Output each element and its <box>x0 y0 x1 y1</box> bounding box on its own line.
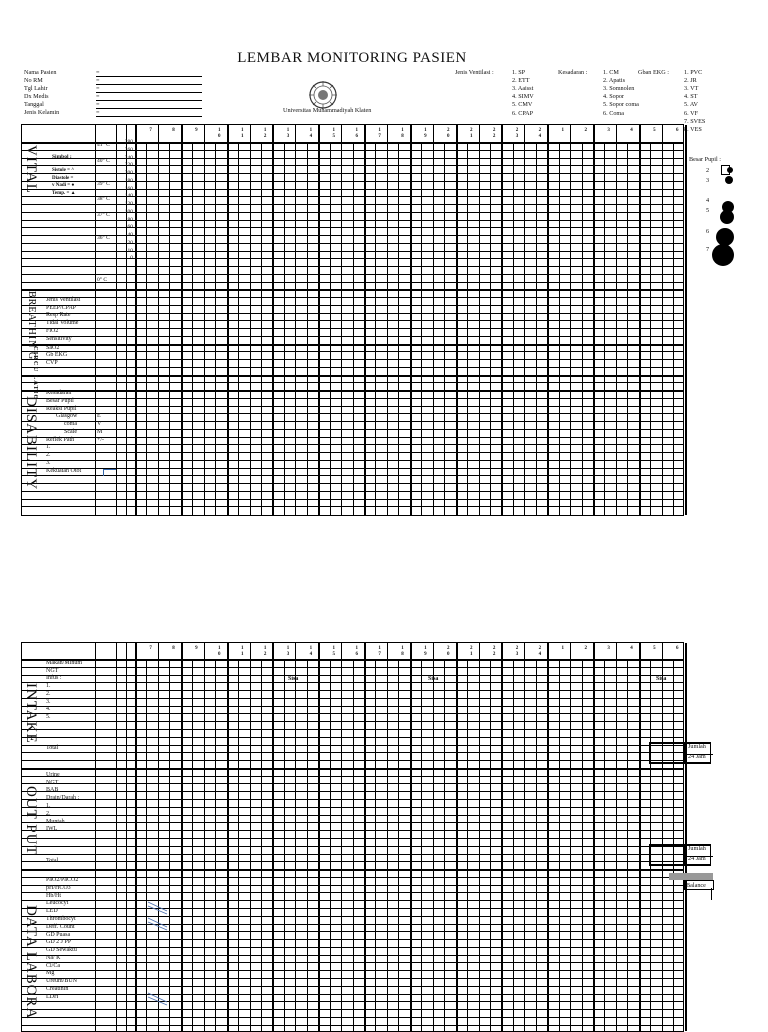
patient-field-label: No RM <box>24 77 43 84</box>
grid-row-line <box>22 783 683 784</box>
grid-row-line <box>22 351 683 352</box>
grid-row-line <box>22 460 683 461</box>
kesadaran-item: 5. Sopor coma <box>603 101 639 109</box>
hour-header: 2 4 <box>538 646 542 657</box>
gban_ekg-item: 7. SVES <box>684 117 706 125</box>
grid-row-line <box>22 947 683 948</box>
disability-row-label: Reflek Path <box>46 436 75 443</box>
circulation-row-label: Gb EKG <box>46 352 68 359</box>
grid-row-line <box>22 768 683 770</box>
grid-row-line <box>22 491 683 492</box>
lab-row-label: pH/HCO3 <box>46 884 71 891</box>
hour-header: 1 <box>561 646 565 651</box>
hour-header: 3 <box>607 646 610 651</box>
hour-header: 2 0 <box>447 646 450 657</box>
grid-row-line <box>22 1017 683 1018</box>
patient-field-label: Dx Medis <box>24 93 49 100</box>
grid-row-line <box>22 986 683 987</box>
gban_ekg-item: 5. AV <box>684 101 698 109</box>
vital-scale-value: 10 <box>127 247 133 254</box>
grid-row-line <box>22 1025 683 1026</box>
grid-row-line <box>22 328 683 329</box>
grid-row-line <box>22 429 683 430</box>
jenis_ventilasi-item: 5. CMV <box>512 101 533 109</box>
grid-row-line <box>22 1001 683 1002</box>
pupil-size-number: 6 <box>706 228 710 235</box>
hour-header: 1 0 <box>218 128 221 139</box>
grid-row-line <box>22 931 683 932</box>
grid-row-line <box>22 266 683 267</box>
grid-row-line <box>22 406 683 407</box>
output-row-label: IWL <box>46 826 58 833</box>
disability-row-label: Besar Pupil <box>46 397 74 404</box>
hour-header: 1 4 <box>309 128 313 139</box>
hour-column-line <box>685 125 687 515</box>
hour-header: 4 <box>630 128 633 133</box>
temperature-label: 39° C <box>97 180 110 187</box>
grid-row-line <box>22 320 683 321</box>
breathing-row-label: PEEP/CPAP <box>46 304 77 311</box>
output-row-label: Drain/Darah : <box>46 795 80 802</box>
hour-header: 7 <box>149 128 152 133</box>
grid-row-line <box>22 506 683 507</box>
patient-field-sep: = <box>96 85 100 92</box>
sisa-label: Sisa <box>428 675 439 682</box>
breathing-row-label: Tidal Volume <box>46 320 79 326</box>
lab-row-label: Thrombocyt <box>46 915 76 922</box>
hour-header: 2 <box>584 646 587 651</box>
jenis_ventilasi-item: 1. SP <box>512 69 526 76</box>
grid-row-line <box>22 970 683 971</box>
grid-row-line <box>22 713 683 714</box>
disability-row-label: Glasgow <box>56 413 78 420</box>
monitoring-grid-bottom <box>21 642 684 1032</box>
temperature-label: 41° C <box>97 142 110 148</box>
lab-row-label: Deff. Count <box>46 923 75 930</box>
circulation-row-label: CVP <box>46 360 58 366</box>
grid-row-line <box>22 962 683 963</box>
intake-row-label: NGT <box>46 667 59 674</box>
vital-scale-value: 180 <box>124 177 133 184</box>
vital-scale-value: 220 <box>124 162 133 169</box>
breathing-row-label: FiO2 <box>46 327 59 334</box>
grid-row-line <box>22 885 683 886</box>
grid-row-line <box>22 916 683 917</box>
section-breathing: BREATHIN G <box>26 291 37 361</box>
grid-row-line <box>22 791 683 792</box>
lab-row-label: GD Sewaktu <box>46 947 77 954</box>
disability-code: +/- <box>97 436 105 443</box>
grid-row-line <box>22 282 683 283</box>
vital-scale-value: 280 <box>124 139 133 145</box>
grid-row-line <box>22 313 683 314</box>
kekuatan-otot-cross <box>103 469 116 476</box>
grid-row-line <box>22 483 683 484</box>
grid-row-line <box>22 667 683 668</box>
simbol-line: Sistole = ^ <box>52 168 75 173</box>
lab-row-label: Creatinin <box>46 985 69 992</box>
patient-field-sep: = <box>96 109 100 116</box>
hour-header: 1 3 <box>286 128 290 139</box>
hour-header: 2 <box>584 128 587 133</box>
patient-field-sep: = <box>96 77 100 84</box>
grid-row-line <box>22 390 683 392</box>
simbol-line: Temp. = ▲ <box>52 190 76 196</box>
gban_ekg-item: 3. VT <box>684 85 699 93</box>
intake-row-label: 5. <box>46 714 51 721</box>
disability-row-label: 1. <box>46 444 51 451</box>
pupil-size-number: 7 <box>706 246 710 253</box>
simbol-title: Simbol : <box>52 154 72 160</box>
jenis_ventilasi-label: Jenis Ventilasi : <box>455 69 494 76</box>
grid-row-line <box>22 398 683 399</box>
grid-row-line <box>22 924 683 925</box>
hour-header: 1 <box>561 128 565 133</box>
patient-field-sep: = <box>96 101 100 108</box>
pupil-size-number: 3 <box>706 177 710 184</box>
hour-header: 2 2 <box>492 128 496 139</box>
hour-header: 4 <box>630 646 633 651</box>
grid-row-line <box>22 289 683 291</box>
balance-label: Balance <box>686 882 706 889</box>
output-row-label: Urine <box>46 771 60 778</box>
hour-header: 1 5 <box>332 646 336 657</box>
grid-row-line <box>22 682 683 683</box>
gban_ekg-item: 2. JR <box>684 77 697 85</box>
vital-scale-value: 40 <box>127 232 133 238</box>
grid-row-line <box>22 421 683 422</box>
circulation-row-label: SaO2 <box>46 344 60 351</box>
hour-header: 1 7 <box>378 646 381 657</box>
besar-pupil-label: Besar Pupil : <box>689 156 721 163</box>
intake-row-label: 1. <box>46 683 51 690</box>
vital-scale-value: 100 <box>124 208 133 215</box>
grid-row-line <box>22 978 683 979</box>
lab-row-label: GD 2 J PP <box>46 939 72 946</box>
handwritten-mark <box>147 917 171 931</box>
output-row-label: NGT <box>46 779 59 786</box>
kesadaran-item: 3. Somnolen <box>603 85 635 93</box>
disability-code: M <box>97 428 103 435</box>
kesadaran-item: 6. Coma <box>603 109 624 117</box>
vital-scale-value: 80 <box>127 216 133 223</box>
grid-row-line <box>22 305 683 306</box>
lab-row-label: LED <box>46 908 58 915</box>
hour-header: 1 6 <box>355 128 358 139</box>
grid-row-line <box>22 760 683 761</box>
kesadaran-label: Kesadaran : <box>558 69 588 76</box>
temperature-label: 36° C <box>97 235 110 241</box>
grid-row-line <box>22 838 683 839</box>
output-row-label: 1. <box>46 803 51 810</box>
hour-header: 1 1 <box>240 128 244 139</box>
grid-row-line <box>22 799 683 800</box>
grid-row-line <box>22 359 683 360</box>
jenis_ventilasi-item: 6. CPAP <box>512 109 534 117</box>
hour-header: 1 3 <box>286 646 290 657</box>
jenis_ventilasi-item: 4. SIMV <box>512 93 534 101</box>
grid-row-line <box>22 900 683 901</box>
lab-row-label: GD Puasa <box>46 931 71 938</box>
kesadaran-item: 1. CM <box>603 69 619 76</box>
grid-row-line <box>22 869 683 871</box>
intake-row-label: 3. <box>46 698 51 705</box>
hour-header: 2 2 <box>492 646 496 657</box>
grid-row-line <box>22 892 683 893</box>
temperature-label: 40° C <box>97 157 110 164</box>
hour-header: 2 1 <box>469 646 473 657</box>
grid-row-line <box>22 939 683 940</box>
hour-header: 1 6 <box>355 646 358 657</box>
page-title: LEMBAR MONITORING PASIEN <box>237 50 467 66</box>
header-divider <box>22 659 683 661</box>
grid-row-line <box>22 336 683 337</box>
grid-row-line <box>22 297 683 298</box>
pupil-size-dot <box>720 210 734 224</box>
university-logo <box>306 80 340 110</box>
output-row-label: BAB <box>46 787 59 794</box>
lab-row-label: Na/ K <box>46 954 61 961</box>
hour-header: 5 <box>653 646 656 651</box>
pupil-size-dot <box>725 176 733 184</box>
patient-field-label: Nama Pasien <box>24 69 57 76</box>
grid-row-line <box>22 367 683 368</box>
patient-field-label: Jenis Kelamin <box>24 109 60 116</box>
hour-header: 1 1 <box>240 646 244 657</box>
disability-row-label: Scale <box>64 428 77 435</box>
disability-code: E <box>97 413 101 420</box>
grid-row-line <box>22 908 683 909</box>
sisa-label: Sisa <box>656 675 667 682</box>
patient-field-line <box>96 116 202 117</box>
simbol-line: v Nadi = ● <box>52 183 75 188</box>
lab-row-label: Hb/Ht <box>46 892 61 899</box>
grid-row-line <box>22 729 683 730</box>
jumlah-output-label-2: 24 Jam <box>688 855 706 862</box>
grid-row-line <box>22 344 683 346</box>
output-row-label: Muntah <box>46 818 65 825</box>
patient-field-label: Tgl Lahir <box>24 85 48 92</box>
section-disability: DISABILITY <box>23 396 39 491</box>
patient-field-line <box>96 100 202 101</box>
intake-row-label: 4. <box>46 706 51 713</box>
handwritten-mark <box>147 901 171 915</box>
breathing-row-label: Sensitivity <box>46 335 72 342</box>
sisa-label: Sisa <box>288 675 299 682</box>
vital-scale-value: 260 <box>124 146 133 153</box>
grid-row-line <box>22 499 683 500</box>
grid-row-line <box>22 955 683 956</box>
vital-scale-value: 20 <box>127 239 133 246</box>
hour-header: 1 8 <box>401 646 404 657</box>
gban_ekg-item: 8. VES <box>684 125 702 133</box>
hour-header: 1 7 <box>378 128 381 139</box>
temperature-label: 38° C <box>97 196 110 203</box>
hour-header: 5 <box>653 128 656 133</box>
intake-row-label: 2. <box>46 690 51 697</box>
monitoring-grid-top <box>21 124 684 516</box>
hour-header: 1 2 <box>263 128 267 139</box>
handwritten-mark <box>147 992 171 1006</box>
grid-row-line <box>22 437 683 438</box>
breathing-row-label: Resp Rate <box>46 312 71 319</box>
hour-header: 2 4 <box>538 128 542 139</box>
section-intake: INTAKE <box>23 683 39 744</box>
grid-row-line <box>22 444 683 445</box>
intake-row-label: Infus : <box>46 675 62 682</box>
vital-scale-value: 140 <box>124 193 133 200</box>
grid-row-line <box>22 776 683 777</box>
section-lab: DATA LABORA <box>23 905 39 1020</box>
grid-row-line <box>22 413 683 414</box>
disability-row-label: coma <box>64 421 77 427</box>
hour-header: 1 0 <box>218 646 221 657</box>
grid-row-line <box>22 815 683 816</box>
grid-row-line <box>22 706 683 707</box>
disability-row-label: 3. <box>46 459 51 466</box>
section-output: OUT PUT <box>23 785 39 856</box>
section-vital: VITAL <box>23 145 39 194</box>
gban_ekg-item: 1. PVC <box>684 69 703 76</box>
pupil-size-box <box>721 165 730 175</box>
grid-row-line <box>22 382 683 383</box>
jumlah-intake-label-2: 24 Jam <box>688 753 706 760</box>
grid-row-line <box>22 737 683 738</box>
kesadaran-item: 4. Sopor <box>603 93 624 101</box>
grid-row-line <box>22 807 683 808</box>
output-row-label: 2. <box>46 810 51 817</box>
hour-header: 1 2 <box>263 646 267 657</box>
grid-row-line <box>22 274 683 275</box>
disability-row-label: Reaksi Pupil <box>46 405 77 412</box>
hour-header: 2 3 <box>515 646 519 657</box>
hour-header: 1 5 <box>332 128 336 139</box>
hour-header: 8 <box>172 646 175 651</box>
gban_ekg-label: Gban EKG : <box>638 69 669 76</box>
lab-row-label: Cl/Ca <box>46 962 61 969</box>
pupil-size-number: 5 <box>706 207 710 214</box>
vital-scale-value: 60 <box>127 224 133 231</box>
grid-row-line <box>22 690 683 691</box>
grid-row-line <box>22 877 683 878</box>
vital-scale-value: 120 <box>124 201 133 207</box>
hour-header: 7 <box>149 646 152 651</box>
lab-row-label: Mg <box>46 970 55 977</box>
hour-header: 6 <box>676 128 679 133</box>
hour-header: 1 9 <box>424 128 427 139</box>
intake-row-label: Total <box>46 745 59 752</box>
vital-scale-value: 0 <box>130 255 133 262</box>
grid-row-line <box>22 854 683 855</box>
patient-field-line <box>96 84 202 85</box>
grid-row-line <box>22 752 683 753</box>
grid-row-line <box>22 994 683 995</box>
grid-row-line <box>22 452 683 453</box>
grid-row-line <box>22 721 683 722</box>
section-circulation: CIRCU LATIO <box>32 345 39 400</box>
hour-header: 1 8 <box>401 128 404 139</box>
disability-row-label: Kesadaran <box>46 390 72 396</box>
grid-row-line <box>22 861 683 862</box>
output-row-label: Total <box>46 857 59 864</box>
lab-row-label: LDH <box>46 993 59 1000</box>
disability-row-label: Kekuatan Otot <box>46 467 82 474</box>
hour-header: 1 9 <box>424 646 427 657</box>
lab-row-label: PaO2/PaCO2 <box>46 877 79 884</box>
institution-name: Universitas Muhammadiyah Klaten <box>283 107 372 114</box>
patient-field-line <box>96 108 202 109</box>
simbol-line: Diastole = <box>52 175 74 181</box>
jumlah-intake-label: Jumlah <box>688 743 706 750</box>
hour-header: 2 3 <box>515 128 519 139</box>
grid-row-line <box>22 830 683 831</box>
grid-row-line <box>22 846 683 847</box>
gban_ekg-item: 6. VF <box>684 109 698 117</box>
hour-header: 9 <box>195 128 198 133</box>
disability-code: V <box>97 421 102 427</box>
pupil-size-number: 4 <box>706 197 710 204</box>
hour-header: 3 <box>607 128 610 133</box>
patient-field-sep: = <box>96 69 100 76</box>
patient-field-line <box>96 76 202 77</box>
patient-field-label: Tanggal <box>24 101 44 108</box>
grid-row-line <box>22 1009 683 1010</box>
vital-scale-value: 160 <box>124 185 133 192</box>
intake-row-label: Makan/Minum <box>46 659 82 666</box>
grid-row-line <box>22 468 683 469</box>
hour-header: 2 0 <box>447 128 450 139</box>
temperature-label: 37° C <box>97 211 110 218</box>
hour-header: 9 <box>195 646 198 651</box>
pupil-size-number: 2 <box>706 167 710 174</box>
patient-field-line <box>96 92 202 93</box>
jenis_ventilasi-item: 2. ETT <box>512 77 530 85</box>
grid-row-line <box>22 475 683 476</box>
jenis_ventilasi-item: 3. Aaisst <box>512 85 534 93</box>
grid-row-line <box>22 745 683 746</box>
jumlah-output-label: Jumlah <box>688 845 706 852</box>
patient-field-sep: = <box>96 93 100 100</box>
disability-row-label: 2. <box>46 452 51 458</box>
grid-row-line <box>22 822 683 823</box>
lab-row-label: Leucocyt <box>46 900 69 907</box>
temperature-label: 0° C <box>97 277 107 284</box>
hour-header: 8 <box>172 128 175 133</box>
pupil-size-dot <box>712 244 734 266</box>
hour-header: 2 1 <box>469 128 473 139</box>
grid-row-line <box>22 375 683 377</box>
vital-scale-value: 200 <box>124 170 133 176</box>
hour-column-line <box>685 643 687 1031</box>
gban_ekg-item: 4. ST <box>684 93 698 101</box>
grid-row-line <box>22 698 683 699</box>
lab-row-label: Ureum/BUN <box>46 978 77 985</box>
hour-header: 1 4 <box>309 646 313 657</box>
hour-header: 6 <box>676 646 679 651</box>
breathing-row-label: Jenis Ventilasi <box>46 296 81 303</box>
vital-scale-value: 240 <box>124 154 133 161</box>
grid-row-line <box>22 675 683 676</box>
kesadaran-item: 2. Apatis <box>603 77 625 85</box>
